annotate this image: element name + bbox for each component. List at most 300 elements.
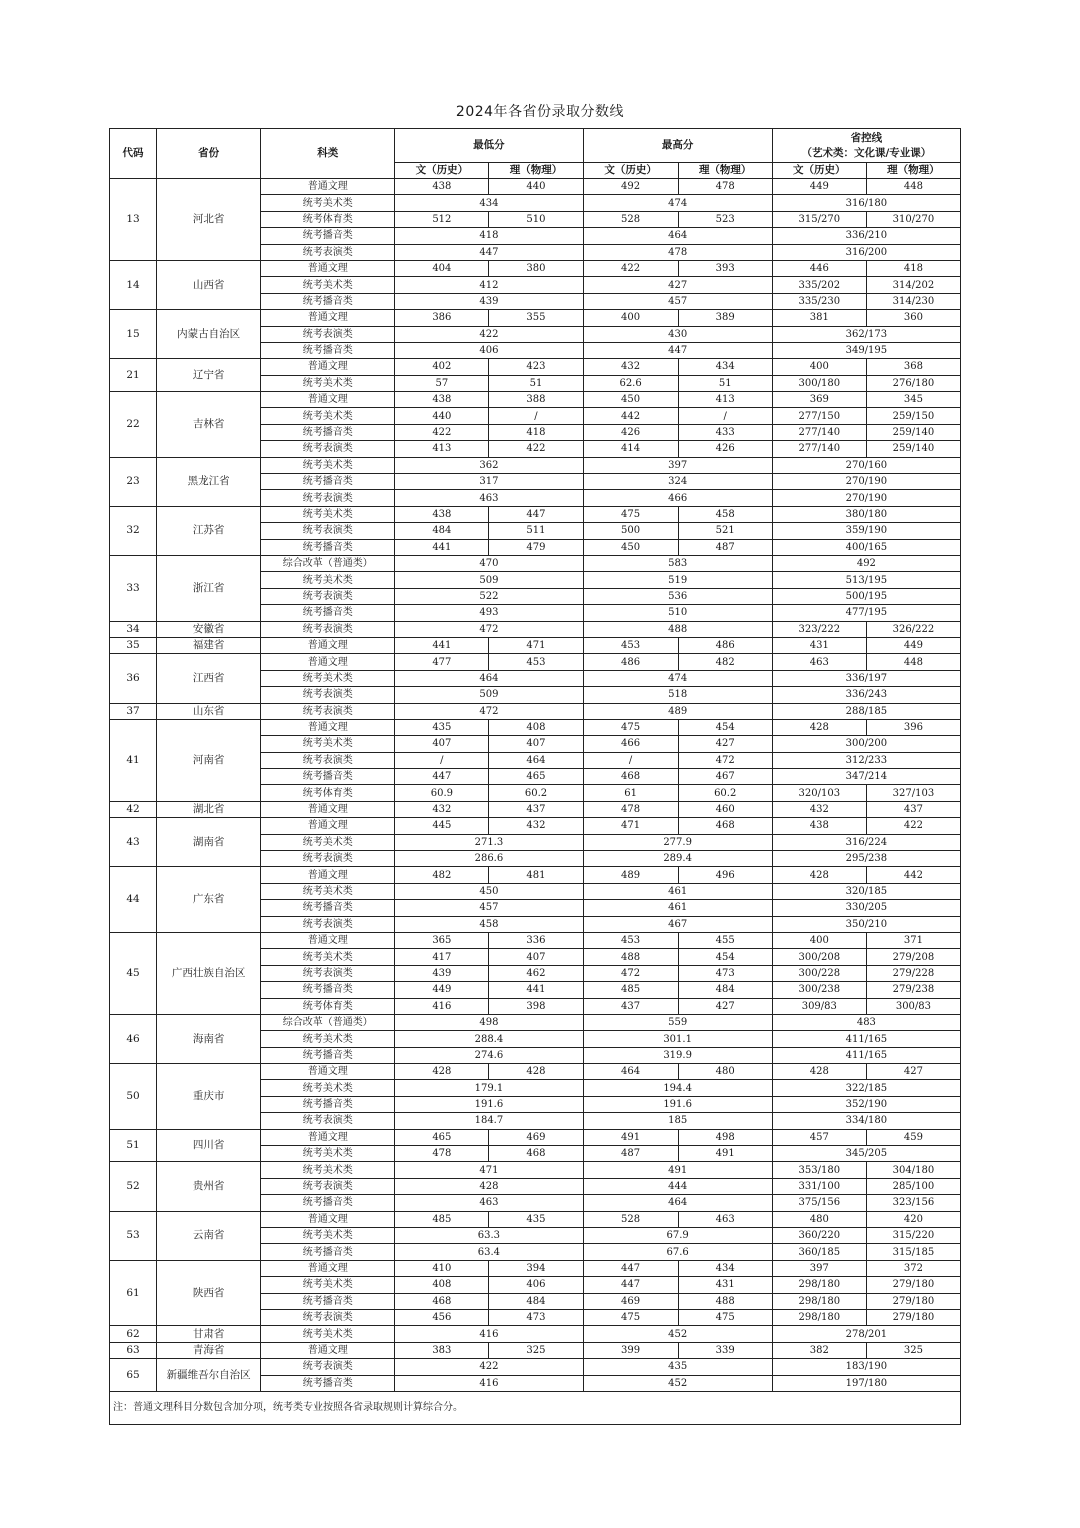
score-cell: 325	[489, 1342, 583, 1358]
score-cell: 435	[583, 1359, 772, 1375]
score-cell: 461	[583, 900, 772, 916]
category-cell: 普通文理	[261, 392, 395, 408]
category-cell: 统考表演类	[261, 621, 395, 637]
score-cell: 460	[678, 801, 772, 817]
score-cell: 445	[395, 818, 489, 834]
score-cell: 481	[489, 867, 583, 883]
score-cell: 463	[395, 490, 583, 506]
score-cell: 480	[772, 1211, 866, 1227]
category-cell: 统考美术类	[261, 670, 395, 686]
score-cell: 485	[395, 1211, 489, 1227]
score-cell: 450	[583, 392, 678, 408]
score-cell: 480	[678, 1064, 772, 1080]
score-cell: 521	[678, 523, 772, 539]
score-cell: 458	[395, 916, 583, 932]
score-cell: 426	[678, 441, 772, 457]
score-cell: 447	[583, 1277, 678, 1293]
score-cell: 458	[678, 506, 772, 522]
score-cell: 434	[678, 359, 772, 375]
table-row	[110, 1064, 961, 1080]
score-cell: 472	[583, 965, 678, 981]
province-code-cell: 44	[110, 867, 157, 933]
score-cell: 359/190	[772, 523, 960, 539]
province-name-cell: 广西壮族自治区	[157, 932, 261, 1014]
province-code-cell: 53	[110, 1211, 157, 1260]
score-cell: 428	[395, 1178, 583, 1194]
score-cell: 319.9	[583, 1047, 772, 1063]
score-cell: 323/156	[866, 1195, 960, 1211]
score-cell: 327/103	[866, 785, 960, 801]
score-cell: 330/205	[772, 900, 960, 916]
score-cell: 486	[678, 637, 772, 653]
score-cell: 422	[395, 424, 489, 440]
score-cell: 396	[866, 719, 960, 735]
score-cell: 513/195	[772, 572, 960, 588]
score-cell: 489	[583, 867, 678, 883]
score-cell: 449	[772, 179, 866, 195]
score-cell: 432	[583, 359, 678, 375]
category-cell: 统考播音类	[261, 900, 395, 916]
score-cell: 184.7	[395, 1113, 583, 1129]
score-cell: 304/180	[866, 1162, 960, 1178]
category-cell: 统考表演类	[261, 1309, 395, 1325]
score-cell: 279/238	[866, 982, 960, 998]
score-cell: 418	[395, 228, 583, 244]
score-cell: 345/205	[772, 1146, 960, 1162]
header-control-wen: 文（历史）	[772, 163, 866, 179]
score-cell: 365	[395, 932, 489, 948]
score-cell: 406	[395, 342, 583, 358]
score-cell: 428	[489, 1064, 583, 1080]
header-max-wen: 文（历史）	[583, 163, 678, 179]
province-name-cell: 甘肃省	[157, 1326, 261, 1342]
score-cell: 491	[678, 1146, 772, 1162]
score-cell: /	[583, 752, 678, 768]
category-cell: 统考播音类	[261, 474, 395, 490]
table-row	[110, 1342, 961, 1358]
province-name-cell: 山东省	[157, 703, 261, 719]
score-cell: 448	[866, 654, 960, 670]
category-cell: 统考美术类	[261, 195, 395, 211]
score-cell: 259/140	[866, 441, 960, 457]
category-cell: 统考美术类	[261, 1031, 395, 1047]
category-cell: 统考播音类	[261, 1096, 395, 1112]
score-cell: 362	[395, 457, 583, 473]
score-cell: 437	[583, 998, 678, 1014]
header-control-line	[772, 129, 960, 163]
score-cell: 334/180	[772, 1113, 960, 1129]
score-cell: 428	[772, 1064, 866, 1080]
score-cell: 197/180	[772, 1375, 960, 1391]
score-cell: 454	[678, 949, 772, 965]
category-cell: 普通文理	[261, 310, 395, 326]
category-cell: 普通文理	[261, 654, 395, 670]
category-cell: 统考播音类	[261, 769, 395, 785]
table-row	[110, 1211, 961, 1227]
score-cell: 371	[866, 932, 960, 948]
province-name-cell: 青海省	[157, 1342, 261, 1358]
province-name-cell: 海南省	[157, 1014, 261, 1063]
score-cell: 475	[678, 1309, 772, 1325]
score-cell: 475	[583, 719, 678, 735]
score-cell: 437	[489, 801, 583, 817]
category-cell: 统考播音类	[261, 1195, 395, 1211]
score-cell: 444	[583, 1178, 772, 1194]
score-cell: 457	[395, 900, 583, 916]
table-row	[110, 359, 961, 375]
score-cell: 63.4	[395, 1244, 583, 1260]
score-cell: 277.9	[583, 834, 772, 850]
score-cell: 279/180	[866, 1277, 960, 1293]
score-cell: 67.9	[583, 1228, 772, 1244]
score-cell: 191.6	[395, 1096, 583, 1112]
category-cell: 统考表演类	[261, 851, 395, 867]
category-cell: 普通文理	[261, 818, 395, 834]
header-min-wen: 文（历史）	[395, 163, 489, 179]
score-cell: 345	[866, 392, 960, 408]
score-cell: 433	[678, 424, 772, 440]
table-row	[110, 1359, 961, 1375]
category-cell: 统考播音类	[261, 293, 395, 309]
category-cell: 统考播音类	[261, 605, 395, 621]
header-province: 省份	[157, 129, 261, 179]
score-cell: 57	[395, 375, 489, 391]
category-cell: 统考美术类	[261, 1162, 395, 1178]
score-cell: 301.1	[583, 1031, 772, 1047]
category-cell: 统考美术类	[261, 457, 395, 473]
score-cell: 51	[678, 375, 772, 391]
province-code-cell: 37	[110, 703, 157, 719]
score-cell: 487	[678, 539, 772, 555]
score-cell: 300/180	[772, 375, 866, 391]
score-cell: 279/180	[866, 1309, 960, 1325]
category-cell: 普通文理	[261, 1064, 395, 1080]
score-cell: 325	[866, 1342, 960, 1358]
category-cell: 统考美术类	[261, 408, 395, 424]
province-code-cell: 21	[110, 359, 157, 392]
score-cell: 464	[395, 670, 583, 686]
category-cell: 统考表演类	[261, 1178, 395, 1194]
score-cell: 369	[772, 392, 866, 408]
score-cell: 400	[772, 359, 866, 375]
score-cell: 381	[772, 310, 866, 326]
score-cell: 407	[489, 949, 583, 965]
score-cell: 466	[583, 490, 772, 506]
category-cell: 统考体育类	[261, 998, 395, 1014]
category-cell: 统考美术类	[261, 834, 395, 850]
table-row	[110, 637, 961, 653]
score-cell: 331/100	[772, 1178, 866, 1194]
score-cell: 179.1	[395, 1080, 583, 1096]
score-cell: 295/238	[772, 851, 960, 867]
category-cell: 统考播音类	[261, 342, 395, 358]
score-cell: 399	[583, 1342, 678, 1358]
score-cell: 413	[395, 441, 489, 457]
category-cell: 统考美术类	[261, 949, 395, 965]
category-cell: 统考播音类	[261, 1244, 395, 1260]
province-code-cell: 51	[110, 1129, 157, 1162]
table-row	[110, 1326, 961, 1342]
score-cell: 492	[772, 555, 960, 571]
score-cell: 469	[489, 1129, 583, 1145]
score-cell: 468	[583, 769, 678, 785]
score-cell: 335/230	[772, 293, 866, 309]
score-cell: 400	[583, 310, 678, 326]
score-cell: 422	[395, 326, 583, 342]
score-cell: 432	[772, 801, 866, 817]
score-cell: 382	[772, 1342, 866, 1358]
score-cell: 300/200	[772, 736, 960, 752]
province-name-cell: 江西省	[157, 654, 261, 703]
score-cell: 316/200	[772, 244, 960, 260]
score-cell: 500	[583, 523, 678, 539]
province-code-cell: 41	[110, 719, 157, 801]
score-cell: 440	[489, 179, 583, 195]
province-name-cell: 内蒙古自治区	[157, 310, 261, 359]
score-cell: 498	[678, 1129, 772, 1145]
score-cell: 406	[489, 1277, 583, 1293]
score-cell: 438	[395, 506, 489, 522]
category-cell: 普通文理	[261, 359, 395, 375]
score-cell: 479	[489, 539, 583, 555]
score-cell: 472	[678, 752, 772, 768]
category-cell: 普通文理	[261, 1211, 395, 1227]
table-row	[110, 555, 961, 571]
score-cell: 475	[583, 506, 678, 522]
category-cell: 统考播音类	[261, 1293, 395, 1309]
province-code-cell: 52	[110, 1162, 157, 1211]
score-cell: 279/228	[866, 965, 960, 981]
score-cell: 397	[772, 1260, 866, 1276]
score-cell: 314/202	[866, 277, 960, 293]
score-cell: 375/156	[772, 1195, 866, 1211]
score-cell: 270/160	[772, 457, 960, 473]
score-cell: 457	[772, 1129, 866, 1145]
score-cell: 277/150	[772, 408, 866, 424]
score-cell: 289.4	[583, 851, 772, 867]
province-code-cell: 43	[110, 818, 157, 867]
score-cell: 447	[489, 506, 583, 522]
score-cell: 493	[395, 605, 583, 621]
table-row	[110, 392, 961, 408]
score-cell: 259/150	[866, 408, 960, 424]
score-cell: 484	[395, 523, 489, 539]
score-cell: 478	[583, 244, 772, 260]
score-cell: 408	[489, 719, 583, 735]
score-cell: 270/190	[772, 474, 960, 490]
score-cell: 62.6	[583, 375, 678, 391]
score-cell: 300/238	[772, 982, 866, 998]
score-cell: 404	[395, 260, 489, 276]
province-name-cell: 河南省	[157, 719, 261, 801]
score-cell: 457	[583, 293, 772, 309]
province-code-cell: 34	[110, 621, 157, 637]
score-cell: 298/180	[772, 1293, 866, 1309]
score-cell: 411/165	[772, 1047, 960, 1063]
score-cell: 464	[489, 752, 583, 768]
category-cell: 普通文理	[261, 260, 395, 276]
score-cell: 519	[583, 572, 772, 588]
score-cell: 509	[395, 687, 583, 703]
score-cell: 512	[395, 211, 489, 227]
score-cell: 477	[395, 654, 489, 670]
score-cell: /	[678, 408, 772, 424]
score-cell: 422	[489, 441, 583, 457]
category-cell: 统考播音类	[261, 424, 395, 440]
category-cell: 统考美术类	[261, 1277, 395, 1293]
score-cell: 347/214	[772, 769, 960, 785]
category-cell: 统考表演类	[261, 588, 395, 604]
score-cell: 488	[583, 949, 678, 965]
category-cell: 普通文理	[261, 801, 395, 817]
score-cell: 336/210	[772, 228, 960, 244]
score-cell: 454	[678, 719, 772, 735]
score-cell: 449	[866, 637, 960, 653]
score-cell: 298/180	[772, 1309, 866, 1325]
province-name-cell: 福建省	[157, 637, 261, 653]
score-cell: 442	[866, 867, 960, 883]
score-cell: 335/202	[772, 277, 866, 293]
table-row	[110, 1014, 961, 1030]
score-cell: 428	[772, 719, 866, 735]
category-cell: 统考表演类	[261, 1359, 395, 1375]
score-cell: 423	[489, 359, 583, 375]
score-cell: 422	[583, 260, 678, 276]
score-cell: 427	[866, 1064, 960, 1080]
score-cell: 402	[395, 359, 489, 375]
score-cell: 314/230	[866, 293, 960, 309]
table-row	[110, 506, 961, 522]
category-cell: 统考美术类	[261, 277, 395, 293]
score-cell: 459	[866, 1129, 960, 1145]
score-cell: 400/165	[772, 539, 960, 555]
category-cell: 统考表演类	[261, 244, 395, 260]
score-cell: 410	[395, 1260, 489, 1276]
footnote: 注：普通文理科目分数包含加分项，统考类专业按照各省录取规则计算综合分。	[110, 1391, 961, 1424]
score-cell: 447	[395, 769, 489, 785]
score-cell: 183/190	[772, 1359, 960, 1375]
score-cell: 467	[678, 769, 772, 785]
score-cell: 422	[395, 1359, 583, 1375]
score-cell: 474	[583, 195, 772, 211]
score-cell: 462	[489, 965, 583, 981]
score-cell: 185	[583, 1113, 772, 1129]
table-row	[110, 703, 961, 719]
score-cell: 285/100	[866, 1178, 960, 1194]
province-name-cell: 河北省	[157, 179, 261, 261]
score-cell: 194.4	[583, 1080, 772, 1096]
header-code: 代码	[110, 129, 157, 179]
score-cell: 447	[583, 342, 772, 358]
score-cell: 464	[583, 1195, 772, 1211]
province-name-cell: 浙江省	[157, 555, 261, 621]
score-cell: 320/103	[772, 785, 866, 801]
score-cell: 362/173	[772, 326, 960, 342]
header-category: 科类	[261, 129, 395, 179]
score-cell: 509	[395, 572, 583, 588]
score-cell: 63.3	[395, 1228, 583, 1244]
score-cell: 559	[583, 1014, 772, 1030]
table-row	[110, 1129, 961, 1145]
score-cell: 461	[583, 883, 772, 899]
score-cell: 288.4	[395, 1031, 583, 1047]
score-cell: 496	[678, 867, 772, 883]
score-cell: 440	[395, 408, 489, 424]
score-cell: 259/140	[866, 424, 960, 440]
score-cell: 456	[395, 1309, 489, 1325]
score-cell: 427	[678, 998, 772, 1014]
score-cell: 191.6	[583, 1096, 772, 1112]
score-cell: 430	[583, 326, 772, 342]
score-cell: 300/208	[772, 949, 866, 965]
score-cell: 482	[395, 867, 489, 883]
score-cell: 350/210	[772, 916, 960, 932]
score-cell: 274.6	[395, 1047, 583, 1063]
score-cell: 471	[489, 637, 583, 653]
score-cell: 320/185	[772, 883, 960, 899]
score-cell: 416	[395, 1375, 583, 1391]
score-cell: 352/190	[772, 1096, 960, 1112]
score-cell: 447	[395, 244, 583, 260]
table-row	[110, 801, 961, 817]
score-cell: 463	[678, 1211, 772, 1227]
province-code-cell: 15	[110, 310, 157, 359]
score-cell: 482	[678, 654, 772, 670]
category-cell: 统考表演类	[261, 965, 395, 981]
score-cell: 389	[678, 310, 772, 326]
score-cell: 498	[395, 1014, 583, 1030]
score-cell: 486	[583, 654, 678, 670]
province-code-cell: 32	[110, 506, 157, 555]
score-cell: 422	[866, 818, 960, 834]
score-cell: 464	[583, 228, 772, 244]
score-cell: 487	[583, 1146, 678, 1162]
category-cell: 普通文理	[261, 867, 395, 883]
province-name-cell: 黑龙江省	[157, 457, 261, 506]
score-cell: 463	[772, 654, 866, 670]
score-cell: 427	[583, 277, 772, 293]
score-cell: 447	[583, 1260, 678, 1276]
score-cell: 485	[583, 982, 678, 998]
category-cell: 统考体育类	[261, 785, 395, 801]
score-cell: 60.2	[678, 785, 772, 801]
score-cell: 414	[583, 441, 678, 457]
score-cell: 453	[583, 637, 678, 653]
score-cell: 431	[678, 1277, 772, 1293]
score-cell: 441	[395, 539, 489, 555]
score-cell: 453	[489, 654, 583, 670]
score-cell: 372	[866, 1260, 960, 1276]
category-cell: 统考表演类	[261, 1113, 395, 1129]
score-cell: 394	[489, 1260, 583, 1276]
score-cell: 400	[772, 932, 866, 948]
category-cell: 统考表演类	[261, 916, 395, 932]
score-cell: 397	[583, 457, 772, 473]
score-cell: 488	[583, 621, 772, 637]
score-cell: 465	[489, 769, 583, 785]
score-cell: 522	[395, 588, 583, 604]
category-cell: 普通文理	[261, 1342, 395, 1358]
score-cell: 438	[395, 392, 489, 408]
score-cell: 315/270	[772, 211, 866, 227]
score-cell: 339	[678, 1342, 772, 1358]
score-cell: 478	[395, 1146, 489, 1162]
score-cell: 312/233	[772, 752, 960, 768]
score-cell: 453	[583, 932, 678, 948]
category-cell: 统考美术类	[261, 506, 395, 522]
score-cell: 467	[583, 916, 772, 932]
table-row	[110, 719, 961, 735]
